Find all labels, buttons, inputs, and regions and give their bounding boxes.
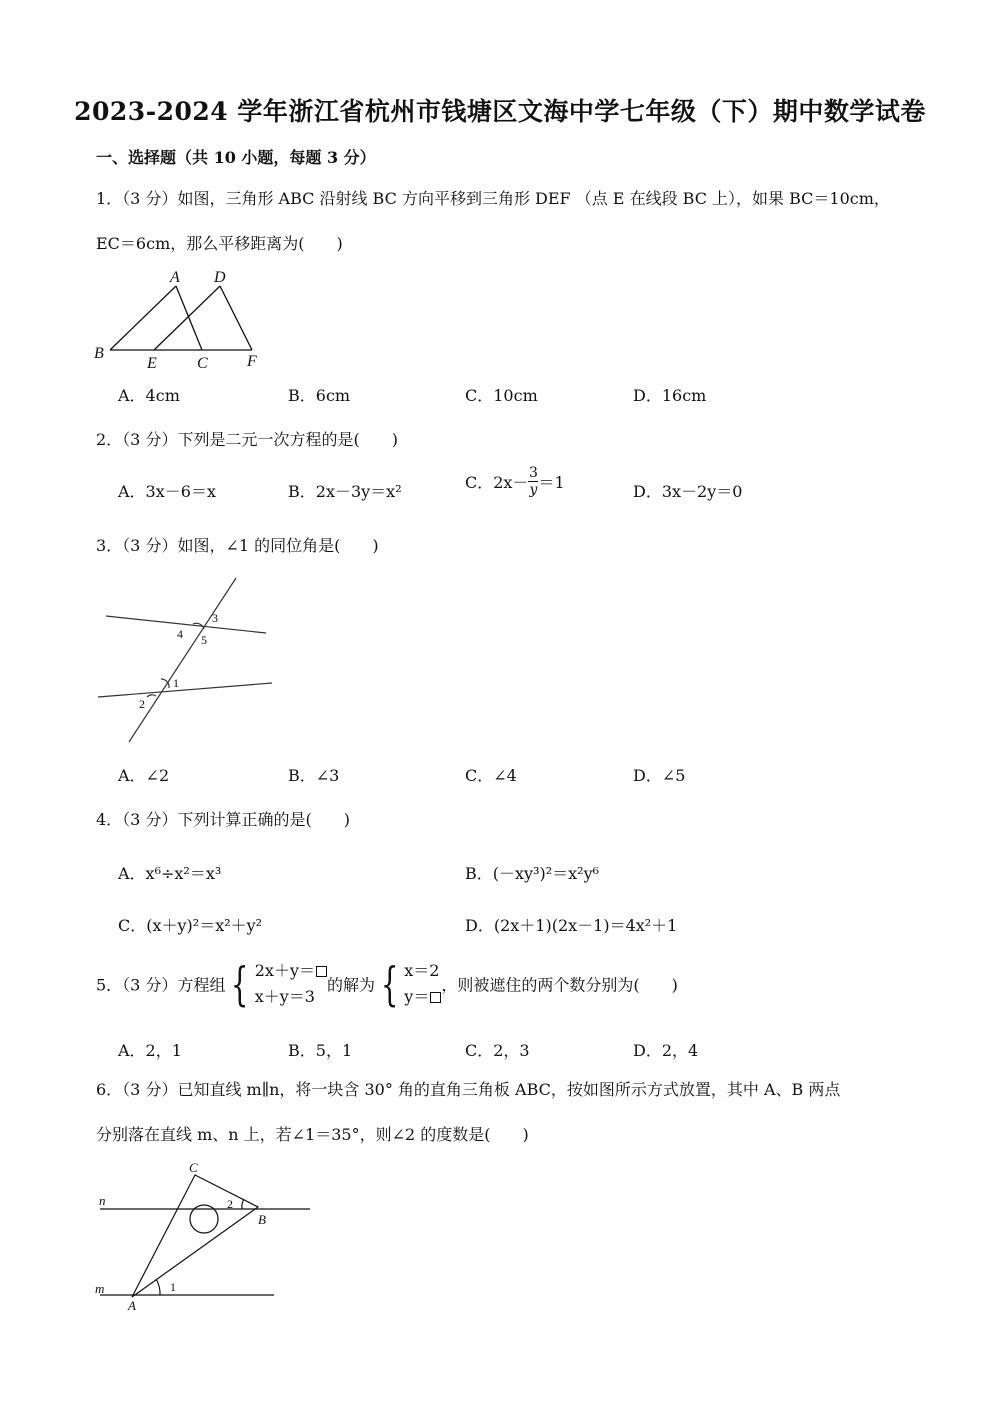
q3-option-a[interactable]: A．∠2: [118, 766, 170, 785]
q5-stem-suffix: ，则被遮住的两个数分别为( ): [441, 975, 678, 995]
q6-label-1: 1: [170, 1280, 176, 1294]
q1-label-d: D: [214, 269, 226, 286]
q1-option-b[interactable]: B．6cm: [288, 386, 351, 405]
q5-stem-mid: 的解为: [326, 975, 375, 995]
q5-stem-prefix: 5．（3 分）方程组: [96, 975, 226, 995]
q6-angle-1-arc: [156, 1279, 160, 1295]
q3-option-b[interactable]: B．∠3: [288, 766, 340, 785]
q4-option-d[interactable]: D．(2x＋1)(2x－1)＝4x²＋1: [465, 916, 678, 935]
q1-label-b: B: [94, 345, 104, 362]
q5-system-1-eq1: 2x＋y＝: [254, 961, 315, 980]
q2-option-c[interactable]: [465, 466, 565, 497]
q2-option-c-tail: ＝1: [538, 473, 565, 492]
q5-system-2: [404, 958, 441, 1010]
q6-stem-line2: 分别落在直线 m、n 上，若∠1＝35°，则∠2 的度数是( ): [96, 1125, 529, 1144]
q4-option-c[interactable]: C．(x＋y)²＝x²＋y²: [118, 916, 263, 935]
q2-option-c-head: C．2x－: [465, 473, 529, 492]
fraction-denominator: y: [529, 482, 538, 498]
q1-option-c[interactable]: C．10cm: [465, 386, 538, 405]
q5-system-1-eq2: x＋y＝3: [254, 987, 315, 1006]
q4-option-b[interactable]: B．(－xy³)²＝x²y⁶: [465, 864, 600, 883]
q5-stem: [96, 958, 678, 1010]
q5-option-a[interactable]: A．2，1: [118, 1041, 182, 1060]
q5-option-d[interactable]: D．2，4: [633, 1041, 699, 1060]
brace-icon: {: [231, 957, 249, 1011]
q5-option-b[interactable]: B．5，1: [288, 1041, 353, 1060]
q2-option-b[interactable]: B．2x－3y＝x²: [288, 482, 402, 501]
q4-stem: 4．（3 分）下列计算正确的是( ): [96, 810, 350, 829]
q3-transversal: [129, 578, 236, 742]
q1-side-df: [220, 286, 252, 350]
q1-stem-line1: 1．（3 分）如图，三角形 ABC 沿射线 BC 方向平移到三角形 DEF （点 E 在线段 BC 上），如果 BC＝10cm，: [96, 189, 890, 208]
q3-option-c[interactable]: C．∠4: [465, 766, 517, 785]
q3-label-5: 5: [201, 633, 207, 647]
q5-system-2-eq1: x＝2: [404, 961, 440, 980]
q3-lower-line: [98, 683, 272, 697]
q3-upper-line: [106, 616, 266, 633]
q1-label-e: E: [147, 355, 157, 372]
brace-icon: {: [380, 957, 399, 1011]
q6-label-a: A: [128, 1298, 136, 1313]
q1-label-f: F: [247, 353, 257, 370]
q6-label-2: 2: [227, 1197, 233, 1211]
q6-label-b: B: [258, 1212, 266, 1227]
q1-stem-line2: EC＝6cm，那么平移距离为( ): [96, 234, 343, 253]
covered-box-icon: [430, 992, 441, 1003]
q2-stem: 2．（3 分）下列是二元一次方程的是( ): [96, 430, 398, 449]
q3-stem: 3．（3 分）如图，∠1 的同位角是( ): [96, 536, 379, 555]
q1-figure: [90, 262, 280, 377]
q3-angle-arc-2: [147, 695, 156, 697]
q6-label-m: m: [95, 1281, 105, 1296]
q1-label-a: A: [170, 269, 180, 286]
q6-figure: [92, 1158, 317, 1313]
q1-label-c: C: [197, 355, 208, 372]
covered-box-icon: [316, 966, 327, 977]
q5-system-1: [255, 958, 327, 1010]
q3-label-1: 1: [173, 676, 179, 690]
q1-side-ba: [110, 286, 176, 350]
q6-angle-2-arc: [242, 1199, 244, 1209]
q5-option-c[interactable]: C．2，3: [465, 1041, 530, 1060]
q6-label-c: C: [189, 1160, 198, 1175]
q6-stem-line1: 6．（3 分）已知直线 m∥n，将一块含 30° 角的直角三角板 ABC，按如图所示方式放置，其中 A、B 两点: [96, 1080, 841, 1099]
q2-option-c-fraction: [528, 466, 538, 497]
q2-option-d[interactable]: D．3x－2y＝0: [633, 482, 743, 501]
q2-option-a[interactable]: A．3x－6＝x: [118, 482, 216, 501]
q3-option-d[interactable]: D．∠5: [633, 766, 686, 785]
section-heading: 一、选择题（共 10 小题，每题 3 分）: [96, 148, 376, 167]
q6-label-n: n: [99, 1193, 106, 1208]
q1-option-d[interactable]: D．16cm: [633, 386, 707, 405]
q5-system-2-eq2: y＝: [404, 987, 430, 1006]
fraction-numerator: 3: [528, 465, 538, 481]
q4-option-a[interactable]: A．x⁶÷x²＝x³: [118, 864, 222, 883]
q1-option-a[interactable]: A．4cm: [118, 386, 180, 405]
q3-label-3: 3: [212, 611, 218, 625]
q6-triangle-abc: [132, 1175, 258, 1297]
q1-side-ac: [176, 286, 202, 350]
q3-label-4: 4: [177, 627, 183, 641]
q3-label-2: 2: [139, 697, 145, 711]
q3-figure: [92, 572, 282, 750]
page-title: 2023-2024 学年浙江省杭州市钱塘区文海中学七年级（下）期中数学试卷: [74, 97, 926, 126]
q1-side-ed: [154, 286, 220, 350]
